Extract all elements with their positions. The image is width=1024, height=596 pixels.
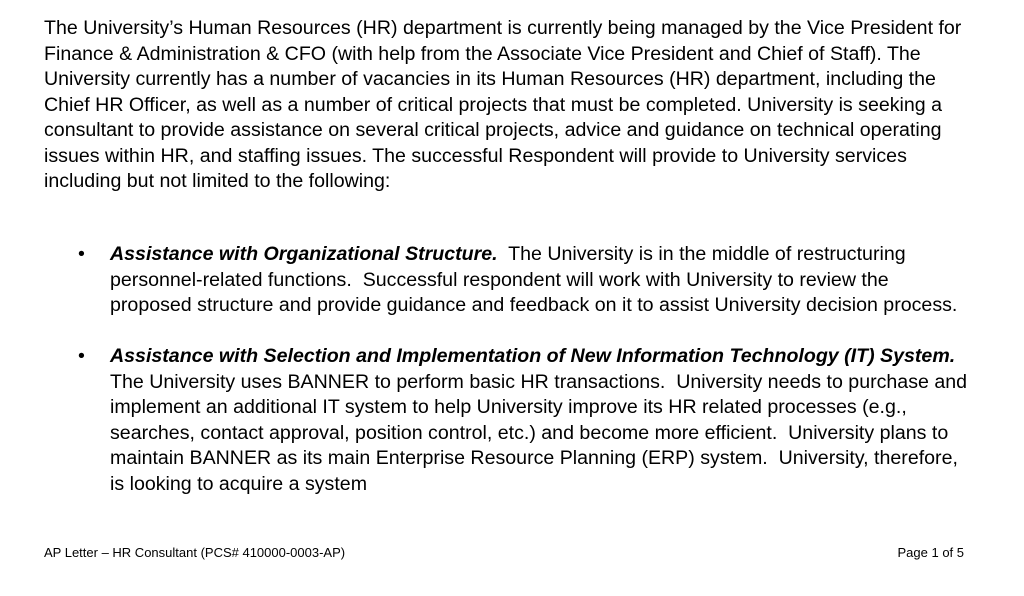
footer-document-id: AP Letter – HR Consultant (PCS# 410000-0003-AP) <box>44 545 346 560</box>
intro-paragraph: The University’s Human Resources (HR) department is currently being managed by the Vice President for Finance & Administration & CFO (with help from the Associate Vice President and Chief of Staff). The University currently has a number of vacancies in its Human Resources (HR) department, including the Chief HR Officer, as well as a number of critical projects that must be completed. University is seeking a consultant to provide assistance on several critical projects, advice and guidance on technical operating issues within HR, and staffing issues. The successful Respondent will provide to University services including but not limited to the following: <box>44 17 962 192</box>
bullet-icon: • <box>78 345 85 367</box>
bullet-icon: • <box>78 243 85 265</box>
services-list <box>0 242 1024 523</box>
bullet-heading: Assistance with Selection and Implementation of New Information Technology (IT) System. <box>110 345 956 367</box>
list-item-organizational-structure <box>0 242 970 319</box>
bullet-heading: Assistance with Organizational Structure. <box>110 243 498 265</box>
list-item-it-system <box>0 344 973 497</box>
bullet-text: The University is in the middle of restructuring personnel-related functions. Successful respondent will work with University to review the proposed structure and provide guidance and feedback on it to assist University decision process. <box>110 243 958 316</box>
footer-page-number: Page 1 of 5 <box>897 545 964 560</box>
bullet-text: The University uses BANNER to perform basic HR transactions. University needs to purchase and implement an additional IT system to help University improve its HR related processes (e.g., searches, contact approval, position control, etc.) and become more efficient. University plans to maintain BANNER as its main Enterprise Resource Planning (ERP) system. University, therefore, is looking to acquire a system <box>110 345 973 495</box>
